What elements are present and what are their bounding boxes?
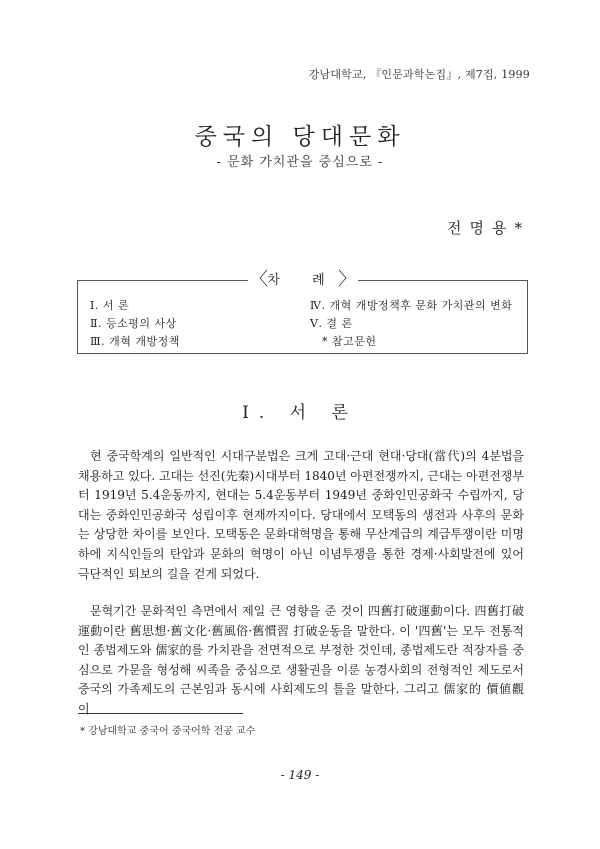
journal-info: 강남대학교, 『인문과학논집』, 제7집, 1999: [308, 68, 530, 81]
toc-item-references: * 참고문헌: [322, 335, 377, 348]
section-heading: Ⅰ. 서 론: [242, 403, 358, 423]
toc-item-introduction: Ⅰ. 서 론: [90, 299, 130, 312]
body-paragraph: 현 중국학계의 일반적인 시대구분법은 크게 고대·근대 현대·당대(當代)의 4분법을 채용하고 있다. 고대는 선진(先秦)시대부터 1840년 아편전쟁까지, 근대는 아편전쟁부터 1919년 5.4운동까지, 현대는 5.4운동부터 1949년 중화인민공화국 수립까지, 당대는 중화인민공화국 성립이후 현재까지이다. 당대에서 모택동의 생전과 사후의 문화는 상당한 차이를 보인다. 모택동은 문화대혁명을 통해 무산계급의 계급투쟁이란 미명하에 지식인들의 탄압과 문화의 혁명이 아닌 이념투쟁을 통한 경제·사회발전에 있어 극단적인 퇴보의 길을 걷게 되었다.: [78, 449, 524, 581]
toc-heading: 차 례: [267, 273, 339, 288]
body-paragraph: 문혁기간 문화적인 측면에서 제일 큰 영향을 준 것이 四舊打破運動이다. 四舊打破運動이란 舊思想·舊文化·舊風俗·舊慣習 打破운동을 말한다. 이 '四舊'는 모두 전통적인 종법제도와 儒家的를 가치관을 전면적으로 부정한 것인데, 종법제도란 적장자를 중심으로 가문을 형성해 씨족을 중심으로 생활권을 이룬 농경사회의 전형적인 제도로서 중국의 가족제도의 근본임과 동시에 사회제도의 틀을 말한다. 그리고 儒家的 價値觀이: [78, 604, 524, 716]
toc-item-deng-thought: Ⅱ. 등소평의 사상: [90, 317, 177, 330]
toc-item-conclusion: Ⅴ. 결 론: [310, 317, 353, 330]
author-name: 전명용*: [447, 219, 530, 237]
toc-left-bracket: 〈: [250, 269, 268, 290]
table-of-contents: [77, 269, 528, 354]
toc-item-value-change: Ⅳ. 개혁 개방정책후 문화 가치관의 변화: [310, 299, 513, 312]
toc-right-bracket: 〉: [338, 269, 356, 290]
footnote: * 강남대학교 중국어 중국어학 전공 교수: [80, 726, 256, 737]
paper-title: 중국의 당대문화: [194, 124, 406, 150]
footnote-divider: [78, 713, 243, 714]
toc-heading-box: [248, 271, 358, 291]
paper-subtitle: - 문화 가치관을 중심으로 -: [216, 155, 384, 170]
toc-item-reform-policy: Ⅲ. 개혁 개방정책: [90, 335, 180, 348]
page-number: - 149 -: [280, 768, 320, 782]
